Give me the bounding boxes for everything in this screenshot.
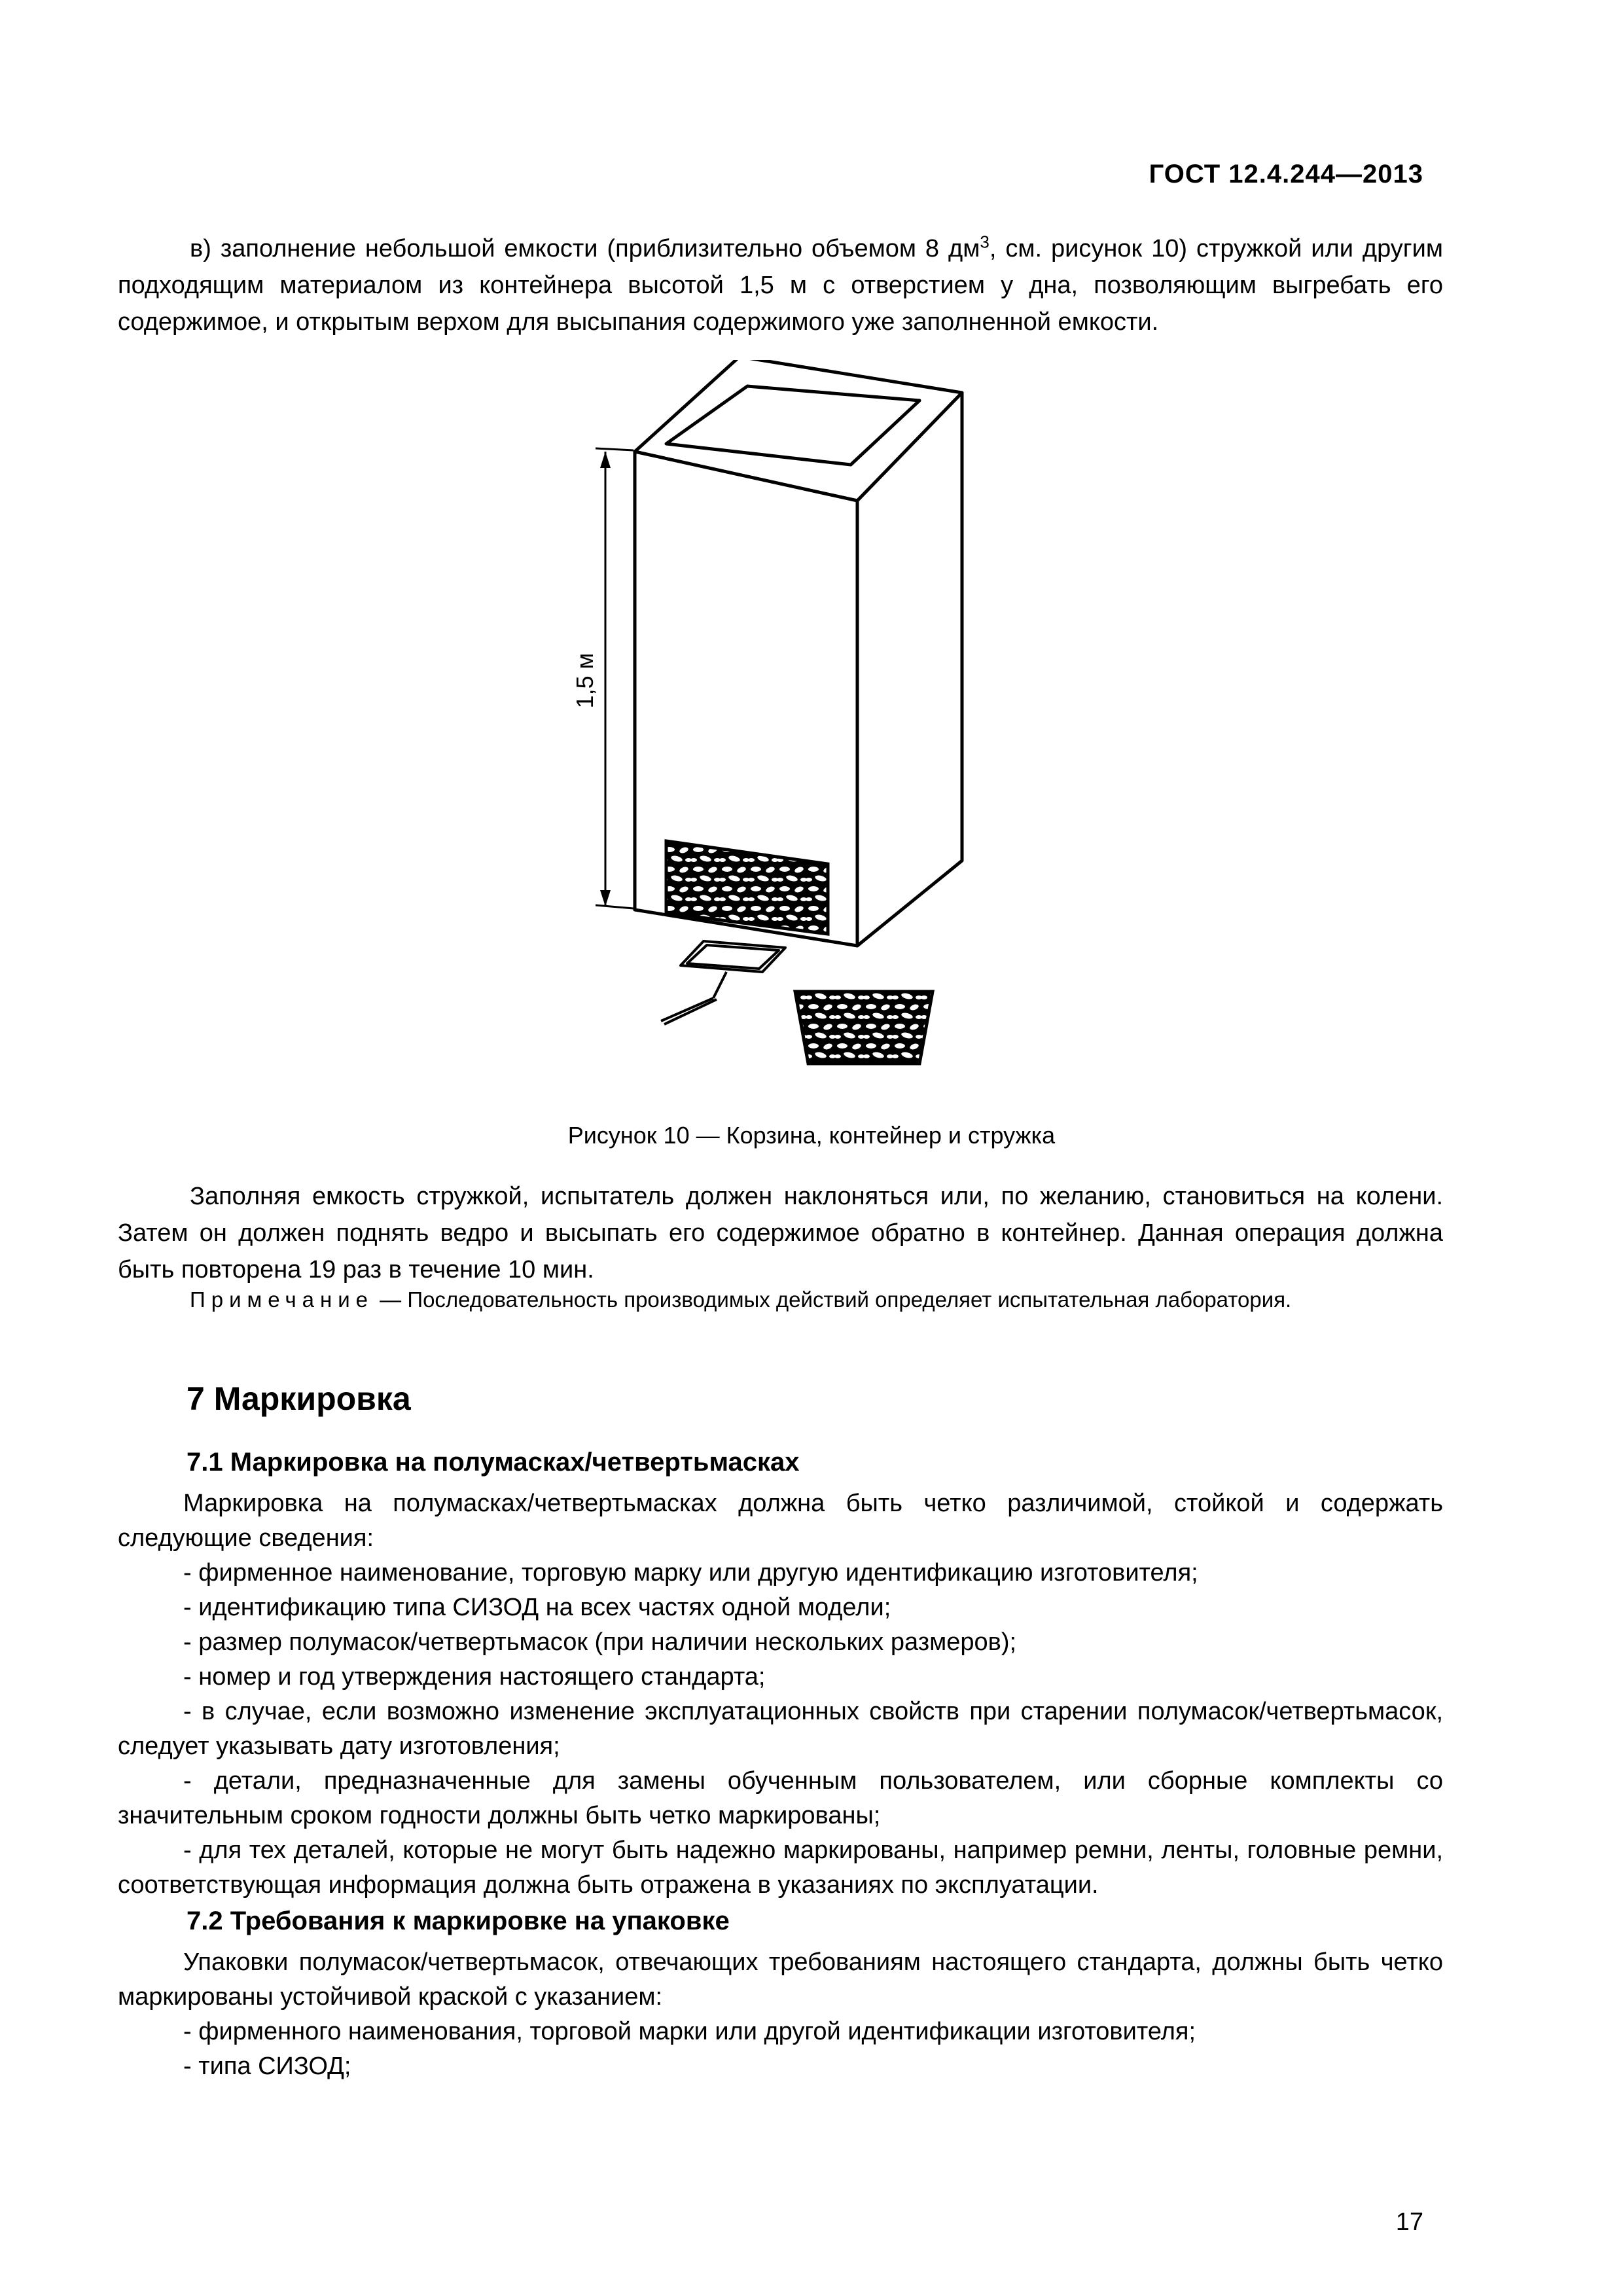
list-item-text: - для тех деталей, которые не могут быть надежно маркированы, например ремни, ленты, головные ремни, соответствующая информация должна быть отражена в указаниях по эксплуатации.: [118, 1837, 1443, 1899]
intro-text-2: , см. рисунок 10) стружкой или другим подходящим материалом из контейнера высотой 1,5 м с отверстием у дна, позволяющим выгребать его содержимое, и открытым верхом для высыпания содержимого уже заполненной емкости.: [118, 235, 1444, 336]
intro-superscript: 3: [980, 232, 990, 252]
note-label: Примечание: [190, 1287, 374, 1312]
list-item-text: - в случае, если возможно изменение эксплуатационных свойств при старении полумасок/четвертьмасок, следует указывать дату изготовления;: [118, 1698, 1443, 1760]
height-label: 1,5 м: [571, 653, 598, 709]
list-item-text: - размер полумасок/четвертьмасок (при наличии нескольких размеров);: [183, 1628, 1017, 1656]
section-7-heading: 7 Маркировка: [187, 1380, 411, 1417]
figure-container-illustration: [563, 360, 1021, 1093]
standard-code: ГОСТ 12.4.244—2013: [1149, 160, 1423, 188]
procedure-paragraph: [118, 1178, 1443, 1288]
intro-paragraph: [118, 230, 1443, 340]
list-item-text: - фирменного наименования, торговой марки или другой идентификации изготовителя;: [183, 2018, 1196, 2045]
section-7-2-body: [118, 1945, 1443, 2084]
bucket-with-shavings: [795, 992, 933, 1064]
note-text: — Последовательность производимых действий определяет испытательная лаборатория.: [374, 1287, 1292, 1312]
list-item: [118, 2015, 1443, 2049]
list-item-text: - фирменное наименование, торговую марку или другую идентификацию изготовителя;: [183, 1559, 1198, 1587]
scoop-icon: [661, 941, 785, 1024]
list-item-text: - детали, предназначенные для замены обученным пользователем, или сборные комплекты со значительным сроком годности должны быть четко маркированы;: [118, 1767, 1443, 1829]
page-number: 17: [1395, 2208, 1423, 2236]
section-7-1-intro-text: Маркировка на полумасках/четвертьмасках должна быть четко различимой, стойкой и содержать следующие сведения:: [118, 1490, 1443, 1552]
intro-text-1: в) заполнение небольшой емкости (приблизительно объемом 8 дм: [190, 235, 980, 262]
list-item: [118, 2049, 1443, 2084]
list-item: [118, 1590, 1443, 1625]
figure-caption: Рисунок 10 — Корзина, контейнер и стружка: [567, 1122, 1056, 1149]
list-item-text: - идентификацию типа СИЗОД на всех частях одной модели;: [183, 1594, 891, 1621]
procedure-text: Заполняя емкость стружкой, испытатель должен наклоняться или, по желанию, становиться на колени. Затем он должен поднять ведро и высыпать его содержимое обратно в контейнер. Данная операция должна быть повторена 19 раз в течение 10 мин.: [118, 1183, 1443, 1283]
list-item: [118, 1556, 1443, 1590]
list-item: [118, 1695, 1443, 1764]
list-item: [118, 1764, 1443, 1833]
list-item: [118, 1833, 1443, 1903]
section-7-1-body: [118, 1486, 1443, 1903]
section-7-2-intro: [118, 1945, 1443, 2015]
section-7-2-heading: 7.2 Требования к маркировке на упаковке: [187, 1907, 730, 1935]
list-item-text: - типа СИЗОД;: [183, 2053, 351, 2080]
note: [118, 1283, 1443, 1317]
height-dimension: [596, 448, 633, 908]
list-item-text: - номер и год утверждения настоящего стандарта;: [183, 1663, 766, 1691]
section-7-1-heading: 7.1 Маркировка на полумасках/четвертьмасках: [187, 1448, 800, 1477]
list-item: [118, 1625, 1443, 1660]
list-item: [118, 1660, 1443, 1695]
section-7-1-intro: [118, 1486, 1443, 1556]
section-7-2-intro-text: Упаковки полумасок/четвертьмасок, отвечающих требованиям настоящего стандарта, должны быть четко маркированы устойчивой краской с указанием:: [118, 1948, 1443, 2011]
